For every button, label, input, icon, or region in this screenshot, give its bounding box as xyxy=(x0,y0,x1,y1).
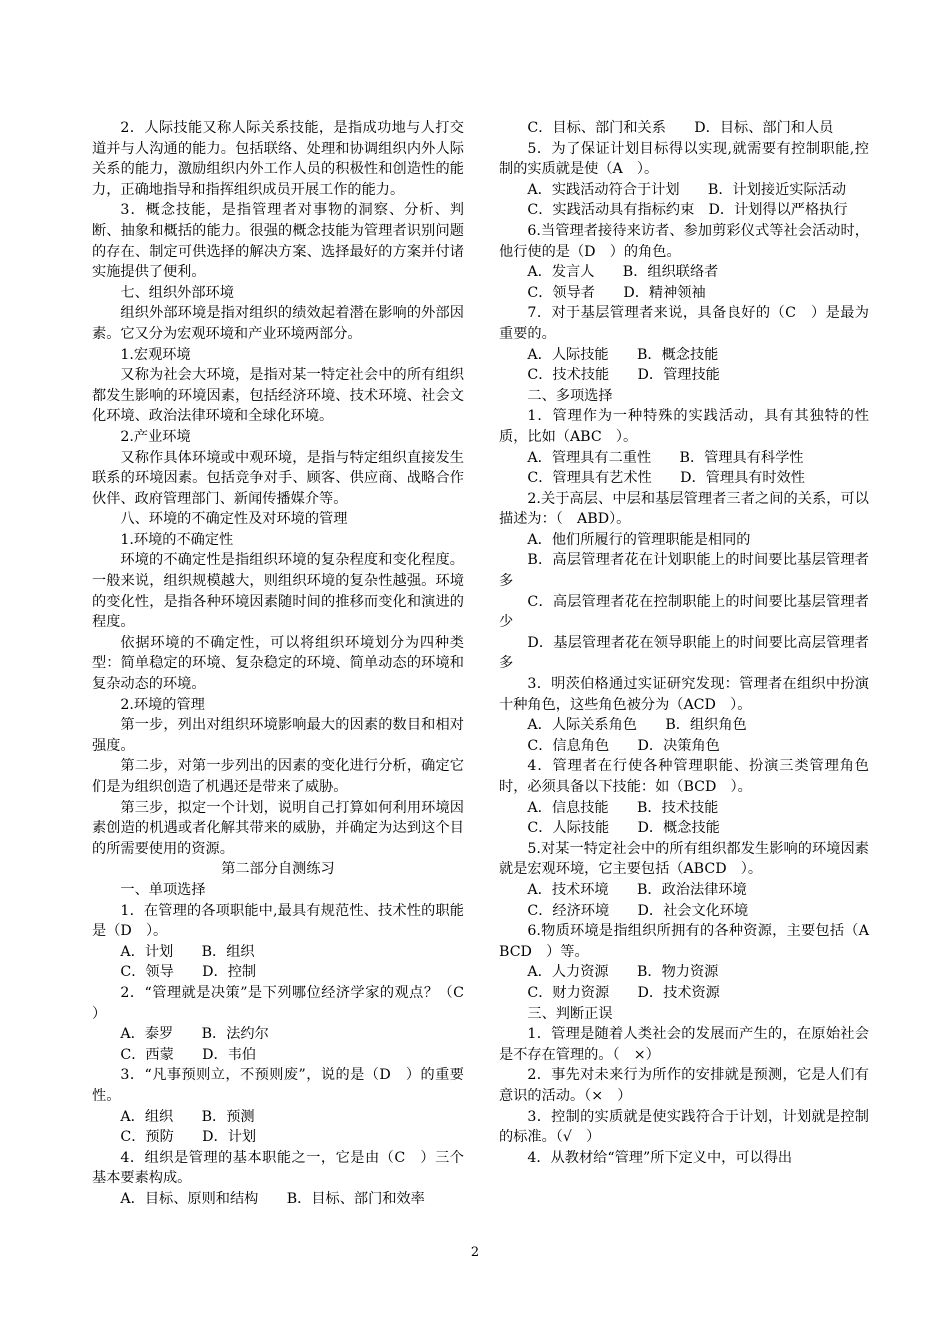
paragraph: 6.物质环境是指组织所拥有的各种资源，主要包括（ABCD ）等。 xyxy=(499,923,869,960)
paragraph: 第二步，对第一步列出的因素的变化进行分析，确定它们是为组织创造了机遇还是带来了威胁。 xyxy=(92,758,464,795)
paragraph: 二、多项选择 xyxy=(527,387,613,404)
answer-options: C．领导者 D．精神领袖 xyxy=(527,284,706,301)
answer-options: A．管理具有二重性 B．管理具有科学性 xyxy=(527,449,804,466)
paragraph: D．基层管理者花在领导职能上的时间要比高层管理者多 xyxy=(499,634,869,672)
paragraph: 环境的不确定性是指组织环境的复杂程度和变化程度。一般来说，组织规模越大，则组织环境的复杂性越强。环境的变化性，是指各种环境因素随时间的推移而变化和演进的程度。 xyxy=(92,552,464,631)
paragraph: B．高层管理者花在计划职能上的时间要比基层管理者多 xyxy=(499,552,869,590)
paragraph: 又称作具体环境或中观环境，是指与特定组织直接发生联系的环境因素。包括竞争对手、顾客、供应商、战略合作伙伴、政府管理部门、新闻传播媒介等。 xyxy=(92,449,464,507)
paragraph: 2.产业环境 xyxy=(120,428,191,445)
answer-options: A．泰罗 B．法约尔 xyxy=(120,1026,269,1043)
paragraph: 八、环境的不确定性及对环境的管理 xyxy=(120,511,348,528)
answer-options: C．信息角色 D．决策角色 xyxy=(527,737,720,754)
paragraph: 2.环境的管理 xyxy=(120,696,205,713)
answer-options: A．人力资源 B．物力资源 xyxy=(527,964,719,981)
paragraph: C．目标、部门和关系 D．目标、部门和人员 xyxy=(527,120,834,136)
paragraph: A．实践活动符合于计划 B．计划接近实际活动 xyxy=(527,181,847,198)
paragraph: 1.宏观环境 xyxy=(120,346,191,363)
paragraph: A．他们所履行的管理职能是相同的 xyxy=(527,531,751,548)
paragraph: 2.关于高层、中层和基层管理者三者之间的关系，可以描述为：（ ABD）。 xyxy=(499,490,869,528)
paragraph: 5.对某一特定社会中的所有组织都发生影响的环境因素就是宏观环境，它主要包括（ABCD ）。 xyxy=(499,840,869,878)
paragraph: 4．组织是管理的基本职能之一，它是由（C ）三个基本要素构成。 xyxy=(92,1149,464,1187)
answer-options: C．领导 D．控制 xyxy=(120,964,257,981)
left-column xyxy=(92,118,479,1209)
paragraph: 3．明茨伯格通过实证研究发现：管理者在组织中扮演十种角色，这些角色被分为（ACD ）。 xyxy=(499,676,869,713)
answer-options: C．技术技能 D．管理技能 xyxy=(527,367,720,384)
paragraph: 三、判断正误 xyxy=(527,1005,613,1022)
answer-options: C．经济环境 D．社会文化环境 xyxy=(527,902,749,919)
answer-options: A．人际技能 B．概念技能 xyxy=(527,346,719,363)
paragraph: C．高层管理者花在控制职能上的时间要比基层管理者少 xyxy=(499,593,869,631)
paragraph: 1．在管理的各项职能中,最具有规范性、技术性的职能是（D ）。 xyxy=(92,902,464,940)
paragraph: 4．从教材给“管理”所下定义中，可以得出 xyxy=(527,1149,793,1166)
paragraph: 4．管理者在行使各种管理职能、扮演三类管理角色时，必须具备以下技能：如（BCD ）。 xyxy=(499,758,869,795)
answer-options: A．计划 B．组织 xyxy=(120,943,255,960)
paragraph: 3．控制的实质就是使实践符合于计划，计划就是控制的标准。（√ ） xyxy=(499,1108,869,1146)
paragraph: 一、单项选择 xyxy=(120,881,206,898)
paragraph: 依据环境的不确定性，可以将组织环境划分为四种类型：简单稳定的环境、复杂稳定的环境、简单动态的环境和复杂动态的环境。 xyxy=(92,634,464,693)
paragraph: 七、组织外部环境 xyxy=(120,284,234,301)
paragraph: 2．事先对未来行为所作的安排就是预测，它是人们有意识的活动。（× ） xyxy=(499,1067,869,1104)
paragraph: 2．“管理就是决策”是下列哪位经济学家的观点？（C ） xyxy=(92,984,479,1022)
paragraph: 1．管理是随着人类社会的发展而产生的，在原始社会是不存在管理的。（ ×） xyxy=(499,1026,869,1063)
paragraph: C．实践活动具有指标约束 D．计划得以严格执行 xyxy=(527,202,848,219)
answer-options: A．组织 B．预测 xyxy=(120,1108,255,1125)
right-column xyxy=(499,118,869,1168)
paragraph: 第三步，拟定一个计划，说明自己打算如何利用环境因素创造的机遇或者化解其带来的威胁，并确定为达到这个目的所需要使用的资源。 xyxy=(92,799,464,857)
paragraph: 1．管理作为一种特殊的实践活动，具有其独特的性质，比如（ABC ）。 xyxy=(499,408,869,445)
answer-options: C．人际技能 D．概念技能 xyxy=(527,820,720,837)
paragraph: 6.当管理者接待来访者、参加剪彩仪式等社会活动时，他行使的是（D ）的角色。 xyxy=(499,222,869,260)
paragraph: 5．为了保证计划目标得以实现,就需要有控制职能,控制的实质就是使（A ）。 xyxy=(499,140,869,178)
section-heading: 第二部分自测练习 xyxy=(221,861,335,878)
answer-options: C．管理具有艺术性 D．管理具有时效性 xyxy=(527,470,805,487)
paragraph: 组织外部环境是指对组织的绩效起着潜在影响的外部因素。它又分为宏观环境和产业环境两部分。 xyxy=(92,305,464,342)
page-number: 2 xyxy=(470,1245,480,1260)
paragraph: 1.环境的不确定性 xyxy=(120,531,234,548)
answer-options: A．技术环境 B．政治法律环境 xyxy=(527,881,747,898)
paragraph: 3．“凡事预则立，不预则废”，说的是（D ）的重要性。 xyxy=(92,1067,464,1104)
paragraph: 7．对于基层管理者来说，具备良好的（C ）是最为重要的。 xyxy=(499,305,869,342)
answer-options: A．发言人 B．组织联络者 xyxy=(527,264,719,281)
answer-options: A．信息技能 B．技术技能 xyxy=(527,799,719,816)
answer-options: C．财力资源 D．技术资源 xyxy=(527,984,720,1001)
answer-options: C．预防 D．计划 xyxy=(120,1129,257,1146)
paragraph: 2．人际技能又称人际关系技能，是指成功地与人打交道并与人沟通的能力。包括联络、处理和协调组织内外人际关系的能力，激励组织内外工作人员的积极性和创造性的能力，正确地指导和指挥组织成员开展工作的能力。 xyxy=(92,120,464,198)
paragraph: 第一步，列出对组织环境影响最大的因素的数目和相对强度。 xyxy=(92,717,464,754)
paragraph: 又称为社会大环境，是指对某一特定社会中的所有组织都发生影响的环境因素，包括经济环境、技术环境、社会文化环境、政治法律环境和全球化环境。 xyxy=(92,367,464,425)
paragraph: 3．概念技能，是指管理者对事物的洞察、分析、判断、抽象和概括的能力。很强的概念技能为管理者识别问题的存在、制定可供选择的解决方案、选择最好的方案并付诸实施提供了便利。 xyxy=(92,202,464,281)
paragraph: A．目标、原则和结构 B．目标、部门和效率 xyxy=(120,1190,425,1207)
answer-options: A．人际关系角色 B．组织角色 xyxy=(527,717,747,734)
answer-options: C．西蒙 D．韦伯 xyxy=(120,1046,257,1063)
